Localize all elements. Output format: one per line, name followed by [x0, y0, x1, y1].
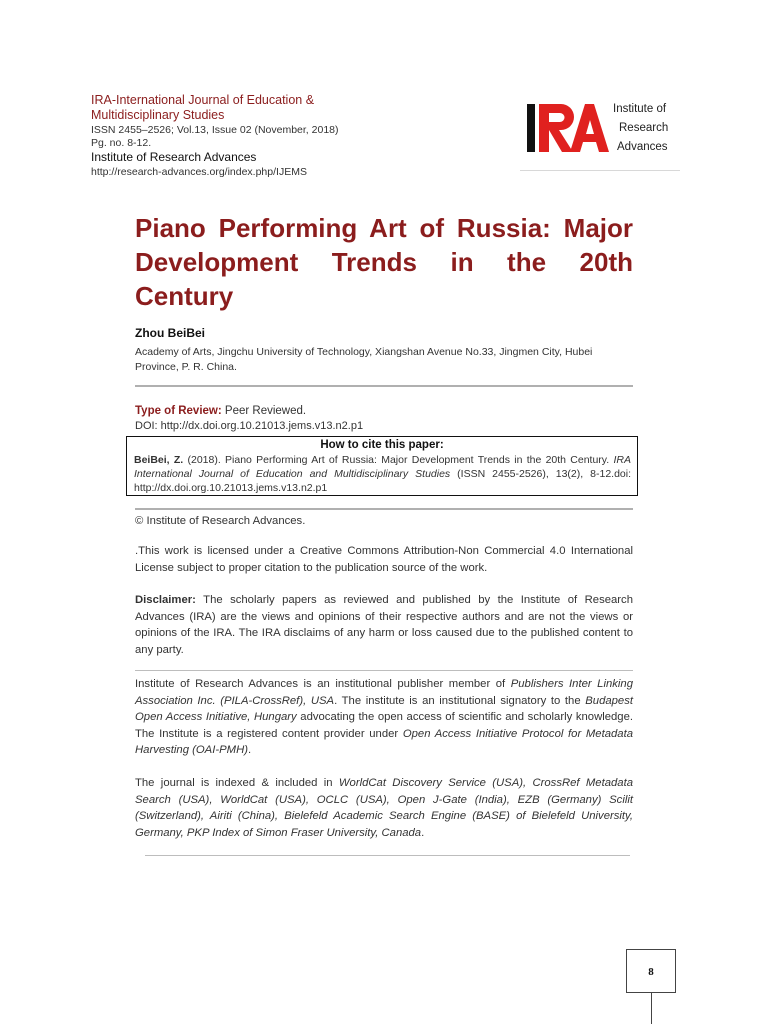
- review-type-value: Peer Reviewed.: [221, 405, 307, 417]
- page-number-stem: [651, 993, 652, 1024]
- citation-heading: How to cite this paper:: [320, 439, 444, 451]
- doi-line[interactable]: DOI: http://dx.doi.org.10.21013.jems.v13.n2.p1: [135, 420, 364, 432]
- membership-paragraph: [135, 676, 633, 759]
- page-range: Pg. no. 8-12.: [91, 137, 152, 149]
- citation-part-b: (ISSN 2455-2526), 13(2), 8-12.doi: http://dx.doi.org.10.21013.jems.v13.n2.p1: [134, 468, 632, 494]
- review-type-label: Type of Review:: [135, 405, 222, 417]
- issn-line: ISSN 2455–2526; Vol.13, Issue 02 (November, 2018): [91, 124, 339, 136]
- indexing-italic: WorldCat Discovery Service (USA), CrossRef Metadata Search (USA), WorldCat (USA), OCLC (USA), Open J-Gate (India), EZB (Germany) Scilit (Switzerland), Airiti (China), Bielefeld Academic Search Engine (BASE) of Bielefeld University, Germany, PKP Index of Simon Fraser University, Canada: [135, 777, 633, 839]
- disclaimer-text: The scholarly papers as reviewed and published by the Institute of Research Advances (IRA) are the views and opinions of their respective authors and are not the views or opinions of the IRA. The IRA disclaims of any harm or loss caused due to the published content to any party.: [135, 594, 633, 656]
- membership-italic-1: Publishers Inter Linking Association Inc. (PILA-CrossRef), USA: [135, 678, 633, 707]
- section-divider: [145, 855, 630, 856]
- journal-url[interactable]: http://research-advances.org/index.php/IJEMS: [91, 166, 307, 178]
- indexing-paragraph: [135, 775, 633, 841]
- ira-logo: [527, 100, 687, 160]
- paper-title: Piano Performing Art of Russia: Major Development Trends in the 20th Century: [135, 213, 633, 311]
- ira-logo-mark: [527, 100, 609, 156]
- membership-italic-2: Budapest Open Access Initiative, Hungary: [135, 694, 633, 723]
- logo-line-1: Institute of: [613, 103, 667, 115]
- ira-logo-text: [613, 100, 693, 157]
- copyright-line: © Institute of Research Advances.: [135, 515, 306, 527]
- citation-part-a: (2018). Piano Performing Art of Russia: Major Development Trends in the 20th Century.: [183, 454, 614, 466]
- membership-text-1: Institute of Research Advances is an institutional publisher member of: [135, 678, 511, 690]
- journal-title: IRA-International Journal of Education & Multidisciplinary Studies: [91, 93, 315, 122]
- page-number: 8: [626, 949, 676, 993]
- membership-text-3: advocating the open access of scientific and scholarly knowledge. The Institute is a registered content provider under: [135, 711, 634, 740]
- author-affiliation: Academy of Arts, Jingchu University of Technology, Xiangshan Avenue No.33, Jingmen City, Hubei Province, P. R. China.: [135, 346, 593, 373]
- indexing-text-2: .: [421, 826, 425, 839]
- header-divider: [520, 170, 680, 171]
- logo-line-3: Advances: [617, 141, 668, 153]
- membership-text-2: . The institute is an institutional signatory to the: [334, 694, 586, 707]
- disclaimer-paragraph: [135, 592, 633, 658]
- review-type: [135, 405, 306, 417]
- institute-name: Institute of Research Advances: [91, 150, 257, 164]
- indexing-text-1: The journal is indexed & included in: [135, 777, 339, 789]
- section-divider: [135, 385, 633, 387]
- membership-text-4: .: [248, 744, 252, 756]
- membership-italic-3: Open Access Initiative Protocol for Metadata Harvesting (OAI-PMH): [135, 727, 633, 756]
- section-divider: [135, 508, 633, 510]
- disclaimer-label: Disclaimer:: [135, 594, 196, 606]
- author-name: Zhou BeiBei: [135, 326, 206, 340]
- logo-line-2: Research: [619, 122, 669, 134]
- license-paragraph: .This work is licensed under a Creative Commons Attribution-Non Commercial 4.0 International License subject to proper citation to the publication source of the work.: [135, 545, 633, 574]
- citation-text: [134, 453, 631, 495]
- citation-box: [126, 436, 638, 496]
- citation-journal: IRA International Journal of Education and Multidisciplinary Studies: [134, 454, 631, 480]
- section-divider: [135, 670, 633, 671]
- citation-author: BeiBei, Z.: [134, 454, 184, 466]
